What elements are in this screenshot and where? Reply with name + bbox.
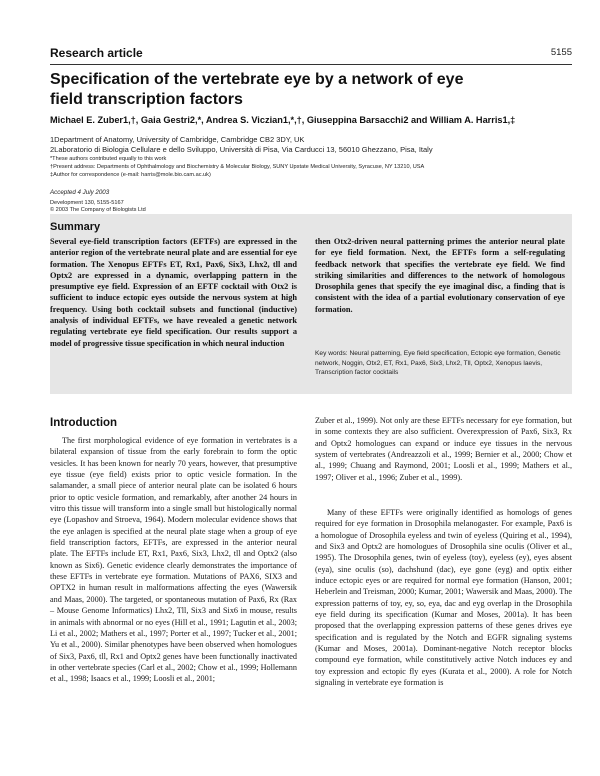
summary-text-left: Several eye-field transcription factors (EFTFs) are expressed in the anterior region of the vertebrate neural plate and are essential for eye formation. The Xenopus EFTFs ET, Rx1, Pax6, Six3, Lhx2, tll and Optx2 are expressed in a dynamic, overlapping pattern in the presumptive eye field. Expression of an EFTF cocktail with Otx2 is sufficient to induce ectopic eyes outside the nervous system at high frequency. Using both cocktail subsets and functional (inductive) analysis of individual EFTFs, we have revealed a genetic network regulating vertebrate eye field specification. Our results support a model of progressive tissue specification in which neural induction (50, 237, 297, 348)
introduction-heading: Introduction (50, 417, 118, 429)
page-number: 5155 (550, 47, 572, 58)
article-title: Specification of the vertebrate eye by a network of eye field transcription factors (50, 71, 464, 108)
journal-citation: Development 130, 5155-5167 (50, 200, 124, 206)
author-list: Michael E. Zuber1,†, Gaia Gestri2,*, Andrea S. Viczian1,*,†, Giuseppina Barsacchi2 and William A. Harris1,‡ (50, 115, 516, 125)
accepted-date: Accepted 4 July 2003 (50, 189, 110, 196)
affiliation-1: 1Department of Anatomy, University of Cambridge, Cambridge CB2 3DY, UK (50, 135, 305, 144)
introduction-text-right-p2: Many of these EFTFs were originally identified as homologs of genes required for eye formation in Drosophila melanogaster. For example, Pax6 is a homologue of Drosophila eyeless and twin of eyeless (Quiring et al., 1994), and Six3 and Optx2 are homologues of Drosophila sine oculis (Oliver et al., 1995). The Drosophila genes, twin of eyeless (toy), eyeless (ey), eyes absent (eya), sine oculis (so), dachshund (dac), eye gone (eyg) and optix either induce ectopic eyes or are required for normal eye formation (Hanson, 2001; Heberlein and Treisman, 2000; Kumar, 2001; Wawersik and Maas, 2000). The expression patterns of toy, ey, so, eya, dac and eyg overlap in the Drosophila eye field during its specification (Kumar and Moses, 2001a). It has been proposed that the overlapping expression patterns of these genes drives eye specification and is regulated by the Notch and EGFR signaling systems (Kumar and Moses, 2001a). Dominant-negative Notch receptor blocks compound eye formation, while constitutively active Notch induces ey and toy expression and ectopic fly eyes (Kurata et al., 2000). A role for Notch signaling in vertebrate eye formation is (315, 508, 572, 688)
affiliation-2: 2Laboratorio di Biologia Cellulare e dello Sviluppo, Università di Pisa, Via Carducci 13, 56010 Ghezzano, Pisa, Italy (50, 145, 433, 154)
introduction-text-right-p1: Zuber et al., 1999). Not only are these EFTFs necessary for eye formation, but in some contexts they are also sufficient. Overexpression of Pax6, Six3, Rx and Optx2 homologues can expand or induce eye tissues in the nervous system of vertebrates (Andreazzoli et al., 1999; Bernier et al., 2000; Chow et al., 1999; Chuang and Raymond, 2001; Loosli et al., 1999; Mathers et al., 1997; Oliver et al., 1996; Zuber et al., 1999). (315, 416, 572, 482)
summary-heading: Summary (50, 221, 101, 233)
keywords: Key words: Neural patterning, Eye field specification, Ectopic eye formation, Genetic network, Noggin, Otx2, ET, Rx1, Pax6, Six3, Lhx2, Tll, Optx2, Xenopus laevis, Transcription factor cocktails (315, 350, 561, 377)
copyright-line: © 2003 The Company of Biologists Ltd (50, 207, 146, 213)
running-header (50, 46, 572, 62)
introduction-text-left: The first morphological evidence of eye formation in vertebrates is a bilateral expansion of tissue from the early forebrain to form the optic vesicles. It has been known for nearly 70 years, however, that presumptive eye tissue (eye field) exists prior to optic vesicle formation. In the salamander, a small piece of anterior neural plate can be isolated 6 hours prior to optic vesicle formation, and remarkably, after another 24 hours in vitro this tissue will transform into a single small but histologically normal eye (Lopashov and Stroeva, 1964). Modern molecular evidence shows that the eye anlagen is specified at the neural plate stage when a group of eye field transcription factors, EFTFs, are expressed in the anterior neural plate. The EFTFs include ET, Rx1, Pax6, Six3, Lhx2, tll and Optx2 (also known as Six6). Genetic evidence clearly demonstrates the importance of these EFTFs in vertebrate eye formation. Mutations of PAX6, SIX3 and OPTX2 in human result in malformations affecting the eyes (Wawersik and Maas, 2000). The targeted, or spontaneous mutation of Pax6, Rx (Rax – Mouse Genome Informatics) Lhx2, Tll, Six3 and Six6 in mouse, results in animals with abnormal or no eyes (Hill et al., 1991; Lagutin et al., 2003; Li et al., 2002; Mathers et al., 1997; Porter et al., 1997; Tucker et al., 2001; Yu et al., 2000). Similar phenotypes have been observed when homologues of Six3, Pax6, tll, Rx1 and Optx2 genes have been functionally inactivated in other vertebrate species (Carl et al., 2002; Chow et al., 1999; Hollemann et al., 1998; Isaacs et al., 1999; Loosli et al., 2001; (50, 436, 297, 684)
footnote-present-address: †Present address: Departments of Ophthalmology and Biochemistry & Molecular Biology, SUNY Upstate Medical University, Syracuse, NY 13210, USA (50, 164, 425, 170)
footnote-correspondence: ‡Author for correspondence (e-mail: harris@mole.bio.cam.ac.uk) (50, 172, 211, 178)
section-label: Research article (50, 46, 143, 60)
footnote-equal-contribution: *These authors contributed equally to this work (50, 156, 167, 162)
header-divider (50, 64, 572, 65)
summary-text-right: then Otx2-driven neural patterning primes the anterior neural plate for eye field formation. Next, the EFTFs form a self-regulating feedback network that specifies the vertebrate eye field. We find striking similarities and differences to the network of homologous Drosophila genes that specify the eye imaginal disc, a finding that is consistent with the idea of a partial evolutionary conservation of eye formation. (315, 237, 565, 314)
